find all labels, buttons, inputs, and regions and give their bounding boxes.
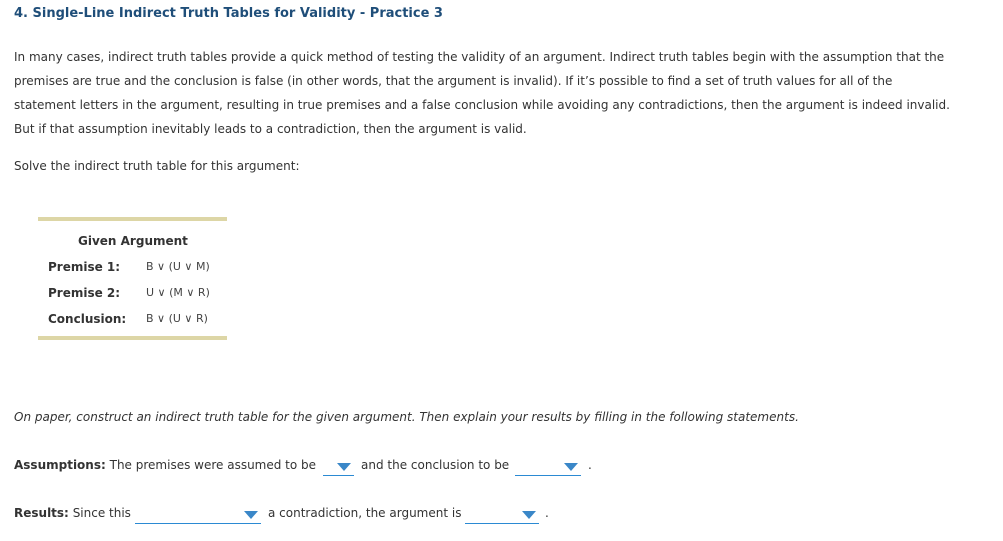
caret-down-icon [522, 511, 536, 519]
assumptions-text-2: and the conclusion to be [361, 458, 510, 472]
instruction-text: Solve the indirect truth table for this argument: [14, 159, 300, 173]
conclusion-truth-dropdown[interactable] [515, 458, 581, 476]
results-period: . [545, 506, 549, 520]
page-title: 4. Single-Line Indirect Truth Tables for Validity - Practice 3 [14, 6, 443, 21]
results-label: Results: [14, 506, 69, 520]
assumptions-text-1: The premises were assumed to be [109, 458, 317, 472]
argument-heading: Given Argument [78, 234, 188, 248]
assumptions-label: Assumptions: [14, 458, 106, 472]
conclusion-formula: B ∨ (U ∨ R) [146, 312, 208, 325]
premise-1-formula: B ∨ (U ∨ M) [146, 260, 210, 273]
premise-2-formula: U ∨ (M ∨ R) [146, 286, 210, 299]
premise-2-label: Premise 2: [48, 286, 121, 300]
directions-text: On paper, construct an indirect truth table for the given argument. Then explain your results by filling in the following statements. [14, 410, 799, 424]
contradiction-dropdown[interactable] [135, 506, 261, 524]
premises-truth-dropdown[interactable] [323, 458, 354, 476]
intro-paragraph: In many cases, indirect truth tables provide a quick method of testing the validity of an argument. Indirect truth tables begin with the assumption that the premises are true and the conclusion is false (in other words, that the argument is invalid). If it’s possible to find a set of truth values for all of the statement letters in the argument, resulting in true premises and a false conclusion while avoiding any contradictions, then the argument is indeed invalid. But if that assumption inevitably leads to a contradiction, then the argument is valid. [14, 50, 950, 136]
validity-dropdown[interactable] [465, 506, 539, 524]
results-text-2: a contradiction, the argument is [268, 506, 462, 520]
assumptions-statement [14, 458, 316, 472]
given-argument-table [38, 217, 227, 340]
caret-down-icon [337, 463, 351, 471]
conclusion-label: Conclusion: [48, 312, 127, 326]
premise-1-label: Premise 1: [48, 260, 121, 274]
results-text-1: Since this [72, 506, 131, 520]
assumptions-period: . [588, 458, 592, 472]
caret-down-icon [244, 511, 258, 519]
results-statement [14, 506, 131, 520]
caret-down-icon [564, 463, 578, 471]
